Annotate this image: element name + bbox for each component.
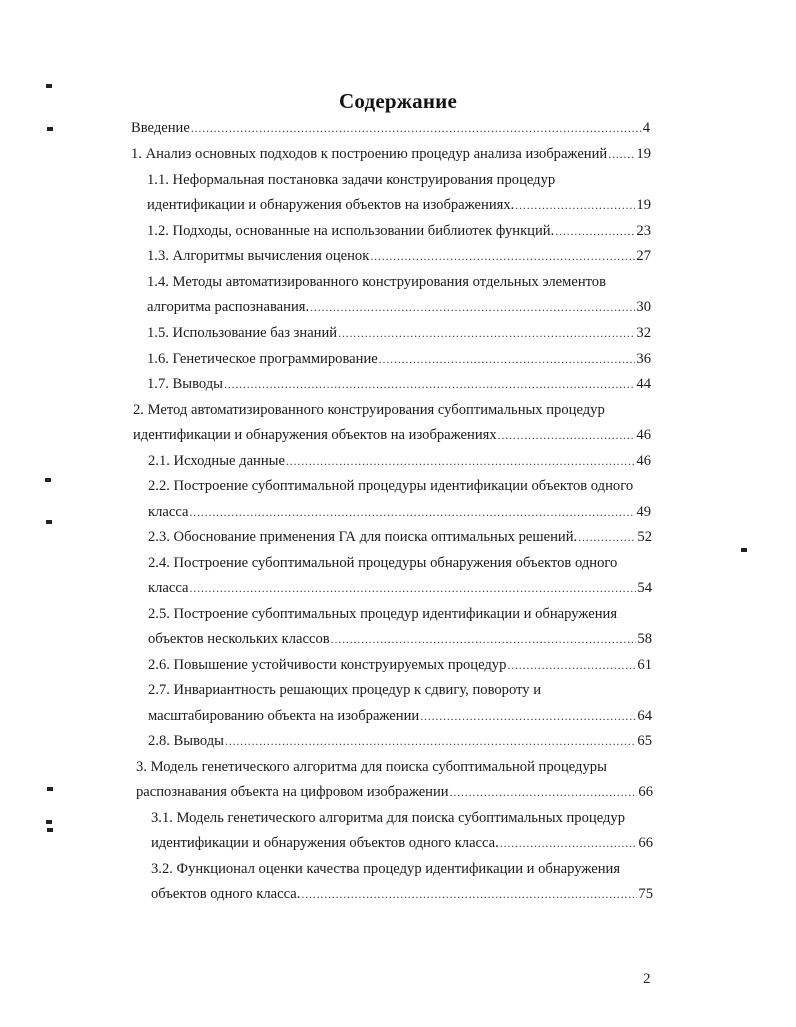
toc-dot-leader (515, 194, 635, 216)
toc-entry-text: 3.2. Функционал оценки качества процедур идентификации и обнаружения (151, 861, 621, 877)
toc-entry (148, 654, 652, 676)
toc-page-number: 75 (638, 886, 653, 902)
toc-entry-text: алгоритма распознавания. (147, 299, 310, 315)
toc-page-number: 36 (636, 351, 651, 367)
toc-entry (147, 271, 606, 293)
toc-entry (136, 756, 607, 778)
toc-entry-text: Введение (131, 120, 190, 136)
toc-page-number: 58 (637, 631, 652, 647)
page-number: 2 (643, 971, 651, 987)
toc-entry (151, 832, 653, 854)
scan-artifact (45, 478, 51, 482)
toc-entry (148, 450, 651, 472)
scan-artifact (741, 548, 747, 552)
toc-entry-text: 2.8. Выводы (148, 733, 224, 749)
toc-entry (148, 679, 541, 701)
toc-dot-leader (191, 117, 642, 139)
toc-dot-leader (578, 526, 636, 548)
toc-entry (147, 373, 651, 395)
toc-entry-text: идентификации и обнаружения объектов на изображениях (133, 427, 497, 443)
toc-page-number: 32 (636, 325, 651, 341)
toc-dot-leader (225, 730, 636, 752)
toc-dot-leader (498, 424, 636, 446)
toc-entry-text: 1.5. Использование баз знаний (147, 325, 338, 341)
toc-entry-text: класса (148, 504, 189, 520)
toc-dot-leader (189, 577, 636, 599)
toc-entry-text: 1.1. Неформальная постановка задачи конструирования процедур (147, 172, 556, 188)
toc-entry (133, 399, 605, 421)
toc-page-number: 30 (636, 299, 651, 315)
toc-entry (148, 628, 652, 650)
toc-entry (148, 705, 652, 727)
toc-page-number: 23 (636, 223, 651, 239)
toc-page-number: 54 (637, 580, 652, 596)
toc-entry (148, 603, 617, 625)
toc-page-number: 52 (637, 529, 652, 545)
toc-entry (151, 807, 625, 829)
scan-artifact (47, 127, 53, 131)
toc-page-number: 19 (636, 146, 651, 162)
toc-entry (147, 169, 555, 191)
toc-page-number: 64 (637, 708, 652, 724)
toc-page-number: 49 (636, 504, 651, 520)
toc-dot-leader (224, 373, 635, 395)
toc-entry (148, 501, 651, 523)
toc-entry (148, 730, 652, 752)
toc-dot-leader (286, 450, 635, 472)
toc-dot-leader (310, 296, 635, 318)
toc-entry-text: 2.3. Обоснование применения ГА для поиска оптимальных решений. (148, 529, 578, 545)
toc-entry-text: 2.7. Инвариантность решающих процедур к сдвигу, повороту и (148, 682, 542, 698)
toc-page-number: 61 (637, 657, 652, 673)
toc-entry-text: 2.1. Исходные данные (148, 453, 285, 469)
toc-dot-leader (450, 781, 638, 803)
toc-entry-text: класса (148, 580, 189, 596)
toc-page-number: 66 (638, 784, 653, 800)
toc-entry (148, 577, 652, 599)
toc-entry-text: 2.4. Построение субоптимальной процедуры обнаружения объектов одного (148, 555, 618, 571)
toc-entry-text: 2.5. Построение субоптимальных процедур идентификации и обнаружения (148, 606, 618, 622)
toc-entry (133, 424, 651, 446)
toc-page-number: 46 (636, 427, 651, 443)
toc-page-number: 44 (636, 376, 651, 392)
scan-artifact (46, 520, 52, 524)
toc-dot-leader (370, 245, 635, 267)
toc-dot-leader (338, 322, 635, 344)
toc-entry (147, 194, 651, 216)
toc-entry-text: идентификации и обнаружения объектов одного класса. (151, 835, 499, 851)
toc-entry (148, 552, 617, 574)
toc-entry-text: идентификации и обнаружения объектов на изображениях. (147, 197, 515, 213)
toc-entry (147, 322, 651, 344)
scan-artifact (46, 84, 52, 88)
toc-entry (148, 526, 652, 548)
toc-entry-text: 3.1. Модель генетического алгоритма для поиска субоптимальных процедур (151, 810, 626, 826)
toc-entry (147, 296, 651, 318)
toc-entry-text: объектов нескольких классов (148, 631, 330, 647)
toc-entry-text: 3. Модель генетического алгоритма для поиска субоптимальной процедуры (136, 759, 607, 775)
toc-entry (151, 858, 620, 880)
toc-entry-text: масштабированию объекта на изображении (148, 708, 420, 724)
toc-page-number: 4 (642, 120, 650, 136)
toc-entry-text: 1.7. Выводы (147, 376, 223, 392)
toc-page-number: 46 (636, 453, 651, 469)
toc-entry (148, 475, 633, 497)
toc-entry-text: 1. Анализ основных подходов к построению процедур анализа изображений (131, 146, 608, 162)
page-title: Содержание (339, 89, 457, 113)
toc-entry-text: объектов одного класса. (151, 886, 301, 902)
toc-dot-leader (379, 348, 636, 370)
toc-entry (136, 781, 653, 803)
toc-entry-text: 2.6. Повышение устойчивости конструируемых процедур (148, 657, 507, 673)
toc-entry (131, 117, 650, 139)
toc-entry-text: 1.3. Алгоритмы вычисления оценок (147, 248, 370, 264)
toc-dot-leader (331, 628, 637, 650)
toc-entry (147, 245, 651, 267)
toc-entry (147, 348, 651, 370)
toc-entry (131, 143, 651, 165)
toc-page-number: 19 (636, 197, 651, 213)
toc-dot-leader (500, 832, 638, 854)
toc-page-number: 27 (636, 248, 651, 264)
toc-dot-leader (555, 220, 635, 242)
scan-artifact (47, 828, 53, 832)
toc-page-number: 65 (637, 733, 652, 749)
toc-dot-leader (301, 883, 637, 905)
toc-entry-text: распознавания объекта на цифровом изображении (136, 784, 449, 800)
toc-entry (151, 883, 653, 905)
scan-artifact (46, 820, 52, 824)
toc-entry-text: 2.2. Построение субоптимальной процедуры идентификации объектов одного (148, 478, 634, 494)
toc-dot-leader (189, 501, 635, 523)
toc-entry-text: 2. Метод автоматизированного конструирования субоптимальных процедур (133, 402, 605, 418)
toc-dot-leader (608, 143, 635, 165)
toc-dot-leader (420, 705, 636, 727)
toc-page-number: 66 (638, 835, 653, 851)
toc-entry-text: 1.4. Методы автоматизированного конструирования отдельных элементов (147, 274, 606, 290)
scan-artifact (47, 787, 53, 791)
toc-entry-text: 1.2. Подходы, основанные на использовании библиотек функций. (147, 223, 555, 239)
toc-dot-leader (507, 654, 636, 676)
toc-entry (147, 220, 651, 242)
toc-entry-text: 1.6. Генетическое программирование (147, 351, 378, 367)
